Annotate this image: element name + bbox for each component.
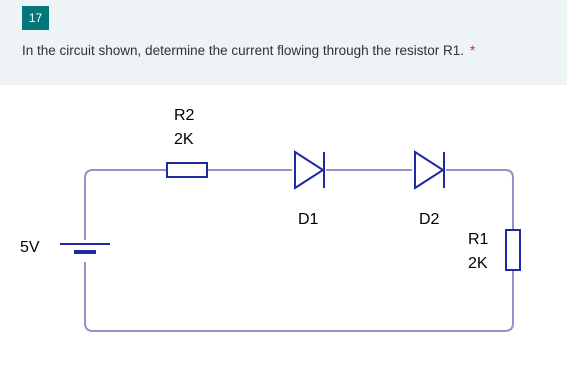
required-marker: * bbox=[469, 43, 476, 58]
label-r2-name: R2 bbox=[174, 107, 195, 124]
label-r1-name: R1 bbox=[468, 231, 489, 248]
label-r2-value: 2K bbox=[174, 131, 194, 148]
question-header bbox=[0, 0, 567, 85]
diode-d2-triangle bbox=[415, 152, 443, 188]
question-number-badge: 17 bbox=[22, 6, 49, 30]
label-d1: D1 bbox=[298, 211, 319, 228]
diode-d1-triangle bbox=[295, 152, 323, 188]
label-source-voltage: 5V bbox=[20, 239, 40, 256]
question-prompt bbox=[22, 43, 475, 58]
wire-left-top bbox=[85, 170, 167, 240]
question-text: In the circuit shown, determine the current flowing through the resistor R1. bbox=[22, 43, 464, 58]
diode-d2 bbox=[415, 152, 444, 188]
wire-d2-r1 bbox=[446, 170, 513, 230]
circuit-diagram-container bbox=[0, 85, 567, 366]
battery-symbol bbox=[60, 244, 110, 252]
resistor-r2 bbox=[167, 163, 207, 177]
circuit-wires bbox=[85, 170, 513, 331]
resistor-r1 bbox=[506, 230, 520, 270]
label-d2: D2 bbox=[419, 211, 440, 228]
wire-bottom-loop bbox=[85, 262, 513, 331]
label-r1-value: 2K bbox=[468, 255, 488, 272]
diode-d1 bbox=[295, 152, 324, 188]
circuit-diagram bbox=[0, 85, 567, 366]
